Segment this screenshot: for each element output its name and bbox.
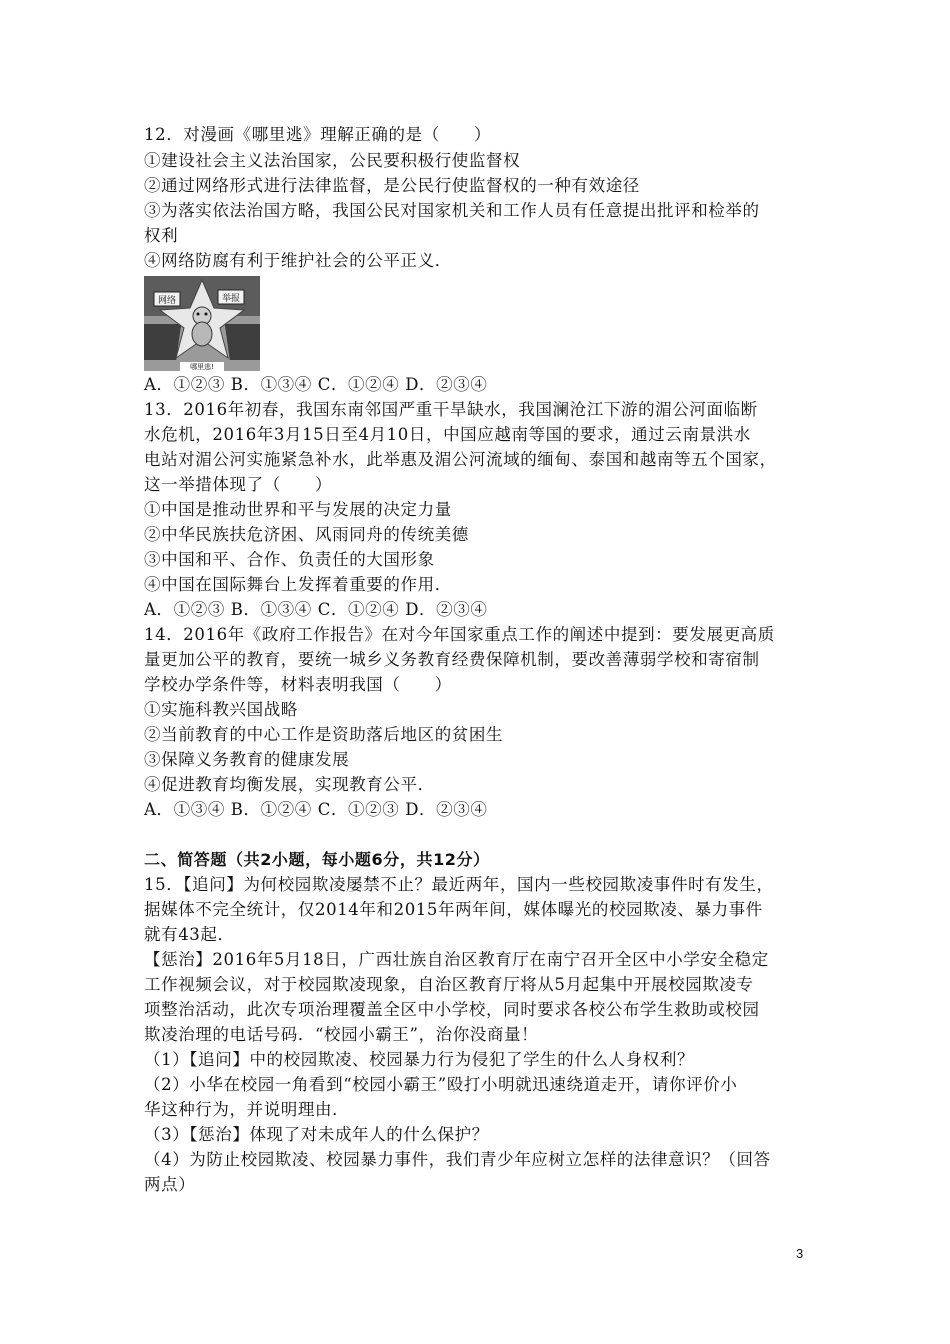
q13-stem-line-2: 水危机，2016年3月15日至4月10日，中国应越南等国的要求，通过云南景洪水 [144, 425, 751, 444]
q12-option-1: ①建设社会主义法治国家，公民要积极行使监督权 [144, 151, 521, 170]
q13-option-3: ③中国和平、合作、负责任的大国形象 [144, 550, 435, 569]
q15-sub-1: （1）【追问】中的校园欺凌、校园暴力行为侵犯了学生的什么人身权利？ [144, 1050, 695, 1069]
cartoon-image [144, 276, 260, 371]
q12-stem: 12．对漫画《哪里逃》理解正确的是（ ） [144, 125, 492, 144]
q15-sub-4-cont: 两点） [144, 1175, 196, 1194]
q13-option-2: ②中华民族扶危济困、风雨同舟的传统美德 [144, 525, 469, 544]
q14-option-2: ②当前教育的中心工作是资助落后地区的贫困生 [144, 725, 504, 744]
q13-option-4: ④中国在国际舞台上发挥着重要的作用． [144, 575, 452, 594]
section-heading: 二、简答题（共2小题，每小题6分，共12分） [144, 850, 490, 869]
q14-choices: A．①③④ B．①②④ C．①②③ D．②③④ [144, 800, 488, 819]
q13-stem-line-3: 电站对湄公河实施紧急补水，此举惠及湄公河流域的缅甸、泰国和越南等五个国家， [144, 450, 777, 469]
q12-option-4: ④网络防腐有利于维护社会的公平正义． [144, 251, 452, 270]
q14-stem-line-2: 量更加公平的教育，要统一城乡义务教育经费保障机制，要改善薄弱学校和寄宿制 [144, 650, 760, 669]
q12-choices: A．①②③ B．①③④ C．①②④ D．②③④ [144, 375, 488, 394]
q12-option-2: ②通过网络形式进行法律监督，是公民行使监督权的一种有效途径 [144, 176, 640, 195]
q15-line-4: 【惩治】2016年5月18日，广西壮族自治区教育厅在南宁召开全区中小学安全稳定 [144, 950, 769, 969]
q15-sub-3: （3）【惩治】体现了对未成年人的什么保护？ [144, 1125, 489, 1144]
q15-line-3: 就有43起． [144, 925, 235, 944]
q12-option-3: ③为落实依法治国方略，我国公民对国家机关和工作人员有任意提出批评和检举的 [144, 201, 760, 220]
q15-line-1: 15．【追问】为何校园欺凌屡禁不止？最近两年，国内一些校园欺凌事件时有发生， [144, 875, 774, 894]
q15-sub-2-cont: 华这种行为，并说明理由． [144, 1100, 350, 1119]
q13-choices: A．①②③ B．①③④ C．①②④ D．②③④ [144, 600, 488, 619]
q14-option-1: ①实施科教兴国战略 [144, 700, 298, 719]
q13-stem-line-1: 13．2016年初春，我国东南邻国严重干旱缺水，我国澜沧江下游的湄公河面临断 [144, 400, 758, 419]
q15-sub-2: （2）小华在校园一角看到“校园小霸王”殴打小明就迅速绕道走开，请你评价小 [144, 1075, 738, 1094]
page-number: 3 [796, 1246, 804, 1261]
cartoon-caption: 哪里逃! [190, 363, 214, 371]
q14-stem-line-3: 学校办学条件等，材料表明我国（ ） [144, 675, 452, 694]
q15-line-6: 项整治活动，此次专项治理覆盖全区中小学校，同时要求各校公布学生救助或校园 [144, 1000, 760, 1019]
q12-option-3-cont: 权利 [144, 226, 179, 245]
cartoon-sign-left: 网络 [157, 296, 177, 306]
q14-option-4: ④促进教育均衡发展，实现教育公平． [144, 775, 435, 794]
q14-option-3: ③保障义务教育的健康发展 [144, 750, 350, 769]
q15-line-2: 据媒体不完全统计，仅2014年和2015年两年间，媒体曝光的校园欺凌、暴力事件 [144, 900, 763, 919]
q14-stem-line-1: 14．2016年《政府工作报告》在对今年国家重点工作的阐述中提到：要发展更高质 [144, 625, 775, 644]
q15-line-5: 工作视频会议，对于校园欺凌现象，自治区教育厅将从5月起集中开展校园欺凌专 [144, 975, 754, 994]
q15-sub-4: （4）为防止校园欺凌、校园暴力事件，我们青少年应树立怎样的法律意识？（回答 [144, 1150, 771, 1169]
q13-stem-line-4: 这一举措体现了（ ） [144, 475, 333, 494]
q13-option-1: ①中国是推动世界和平与发展的决定力量 [144, 500, 452, 519]
q15-line-7: 欺凌治理的电话号码．“校园小霸王”，治你没商量！ [144, 1025, 539, 1044]
cartoon-sign-right: 举报 [221, 294, 241, 304]
